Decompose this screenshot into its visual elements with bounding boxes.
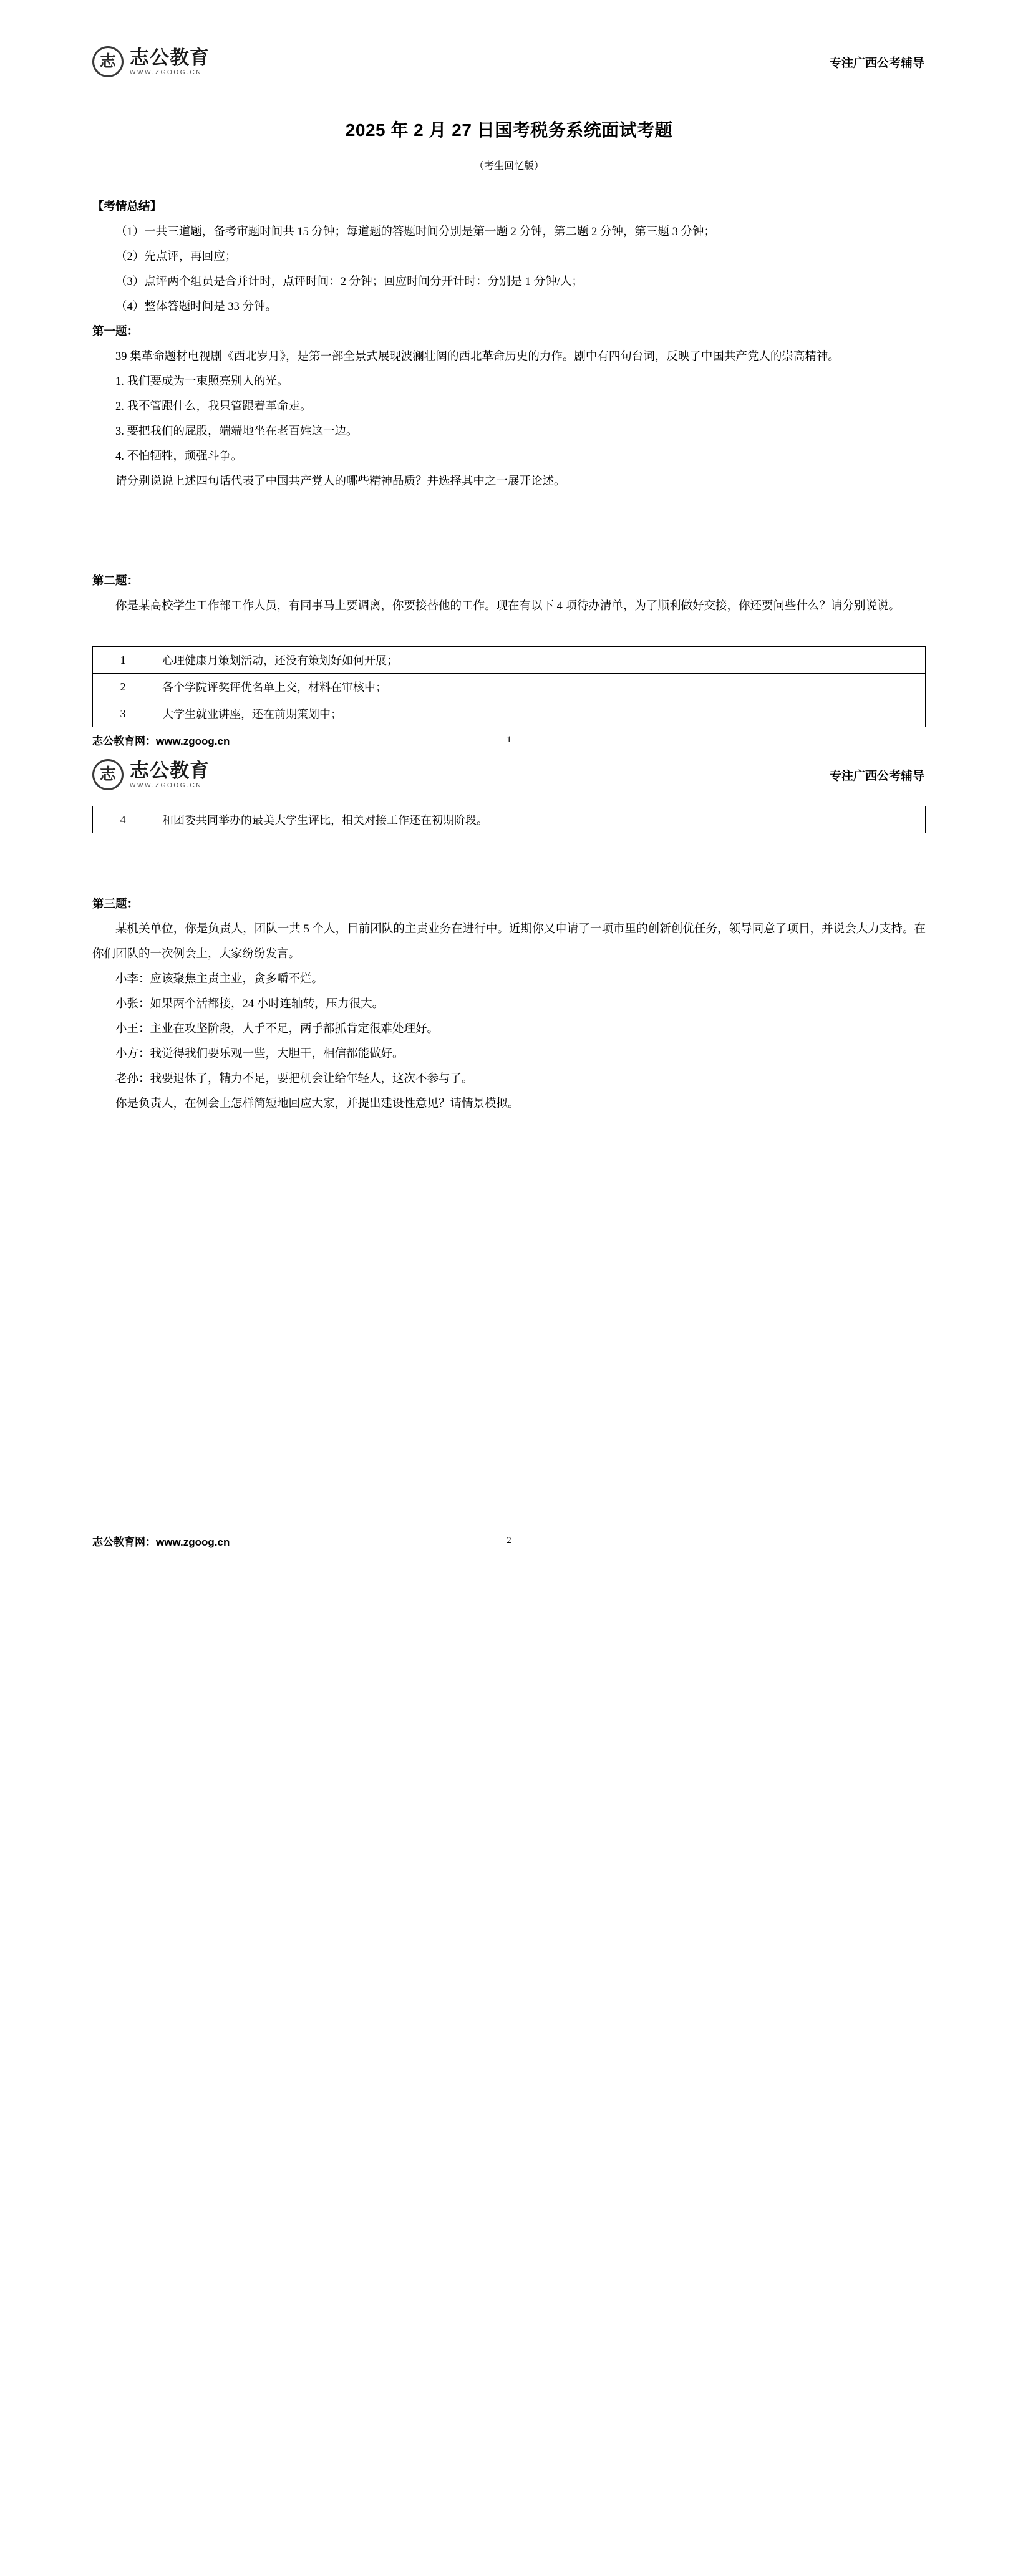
question-2-intro: 你是某高校学生工作部工作人员，有同事马上要调离，你要接替他的工作。现在有以下 4 项待办清单，为了顺利做好交接，你还要问些什么？请分别说说。 (115, 600, 901, 613)
todo-index: 3 (93, 700, 153, 727)
question-3-dialogue-2: 小张：如果两个活都接，24 小时连轴转，压力很大。 (115, 998, 384, 1010)
footer-page-number: 1 (507, 735, 511, 745)
summary-item-3: （3）点评两个组员是合并计时，点评时间：2 分钟；回应时间分开计时：分别是 1 分钟/人； (115, 276, 583, 288)
spacer (92, 1322, 926, 1528)
question-3-intro: 某机关单位，你是负责人，团队一共 5 个人，目前团队的主责业务在进行中。近期你又申请了一项市里的创新创优任务，领导同意了项目，并说会大力支持。在你们团队的一次例会上，大家纷纷发言。 (92, 923, 926, 961)
page-2-footer (92, 1533, 926, 1549)
todo-index: 1 (93, 647, 153, 674)
brand-domain: WWW.ZGOOG.CN (130, 782, 203, 789)
question-2-section (92, 569, 926, 727)
todo-text: 各个学院评奖评优名单上交，材料在审核中； (153, 674, 926, 700)
spacer (92, 494, 926, 569)
logo-glyph: 志 (99, 765, 116, 783)
table-row (93, 700, 926, 727)
brand-logo (92, 759, 210, 790)
document-page-2 (0, 748, 1018, 1549)
question-1-section (92, 319, 926, 494)
question-3-dialogue-1: 小李：应该聚焦主责主业，贪多嚼不烂。 (115, 973, 324, 985)
todo-text: 心理健康月策划活动，还没有策划好如何开展； (153, 647, 926, 674)
question-3-heading: 第三题： (92, 898, 139, 911)
question-3-dialogue-4: 小方：我觉得我们要乐观一些，大胆干，相信都能做好。 (115, 1048, 404, 1060)
summary-item-1: （1）一共三道题，备考审题时间共 15 分钟；每道题的答题时间分别是第一题 2 分钟，第二题 2 分钟，第三题 3 分钟； (115, 226, 716, 238)
question-1-intro: 39 集革命题材电视剧《西北岁月》，是第一部全景式展现波澜壮阔的西北革命历史的力作。剧中有四句台词，反映了中国共产党人的崇高精神。 (115, 351, 840, 363)
question-2-heading: 第二题： (92, 575, 139, 588)
question-3-section (92, 892, 926, 1116)
question-3-dialogue-3: 小王：主业在攻坚阶段，人手不足，两手都抓肯定很难处理好。 (115, 1023, 439, 1035)
todo-index: 4 (93, 806, 153, 833)
summary-item-4: （4）整体答题时间是 33 分钟。 (115, 301, 278, 313)
page-header (92, 0, 926, 84)
question-1-prompt: 请分别说说上述四句话代表了中国共产党人的哪些精神品质？并选择其中之一展开论述。 (115, 475, 566, 488)
question-1-line-2: 2. 我不管跟什么，我只管跟着革命走。 (115, 400, 312, 413)
footer-page-number: 2 (507, 1536, 511, 1546)
logo-seal-icon (92, 46, 124, 77)
page-title: 2025 年 2 月 27 日国考税务系统面试考题 (345, 120, 673, 140)
header-tagline: 专注广西公考辅导 (829, 769, 924, 783)
todo-index: 2 (93, 674, 153, 700)
question-1-line-4: 4. 不怕牺牲，顽强斗争。 (115, 450, 243, 463)
footer-site: 志公教育网：www.zgoog.cn (92, 1536, 230, 1548)
document-page-1 (0, 0, 1018, 748)
brand-name: 志公教育 (130, 759, 210, 782)
header-tagline: 专注广西公考辅导 (829, 56, 924, 70)
summary-section (92, 195, 926, 319)
page-1-footer (92, 732, 926, 748)
question-3-prompt: 你是负责人，在例会上怎样简短地回应大家，并提出建设性意见？请情景模拟。 (115, 1098, 520, 1110)
logo-seal-icon (92, 759, 124, 790)
todo-text: 大学生就业讲座，还在前期策划中； (153, 700, 926, 727)
brand-wordmark (130, 761, 210, 789)
summary-item-2: （2）先点评，再回应； (115, 251, 237, 263)
page-2-header (92, 748, 926, 797)
table-row (93, 806, 926, 833)
spacer (92, 873, 926, 892)
todo-text: 和团委共同举办的最美大学生评比，相关对接工作还在初期阶段。 (153, 806, 926, 833)
logo-glyph: 志 (99, 52, 116, 70)
question-1-heading: 第一题： (92, 326, 139, 338)
table-row (93, 647, 926, 674)
brand-logo (92, 46, 210, 77)
brand-wordmark (130, 48, 210, 76)
question-3-dialogue-5: 老孙：我要退休了，精力不足，要把机会让给年轻人，这次不参与了。 (115, 1073, 473, 1085)
question-1-line-1: 1. 我们要成为一束照亮别人的光。 (115, 375, 289, 388)
footer-site: 志公教育网：www.zgoog.cn (92, 735, 230, 747)
spacer (92, 833, 926, 873)
spacer (92, 1116, 926, 1322)
brand-name: 志公教育 (130, 46, 210, 69)
page-subtitle: （考生回忆版） (473, 161, 544, 172)
todo-list-table-page1 (92, 646, 926, 727)
question-1-line-3: 3. 要把我们的屁股，端端地坐在老百姓这一边。 (115, 425, 358, 438)
summary-heading: 【考情总结】 (92, 201, 162, 213)
todo-list-table-page2 (92, 806, 926, 833)
table-row (93, 674, 926, 700)
brand-domain: WWW.ZGOOG.CN (130, 69, 203, 76)
